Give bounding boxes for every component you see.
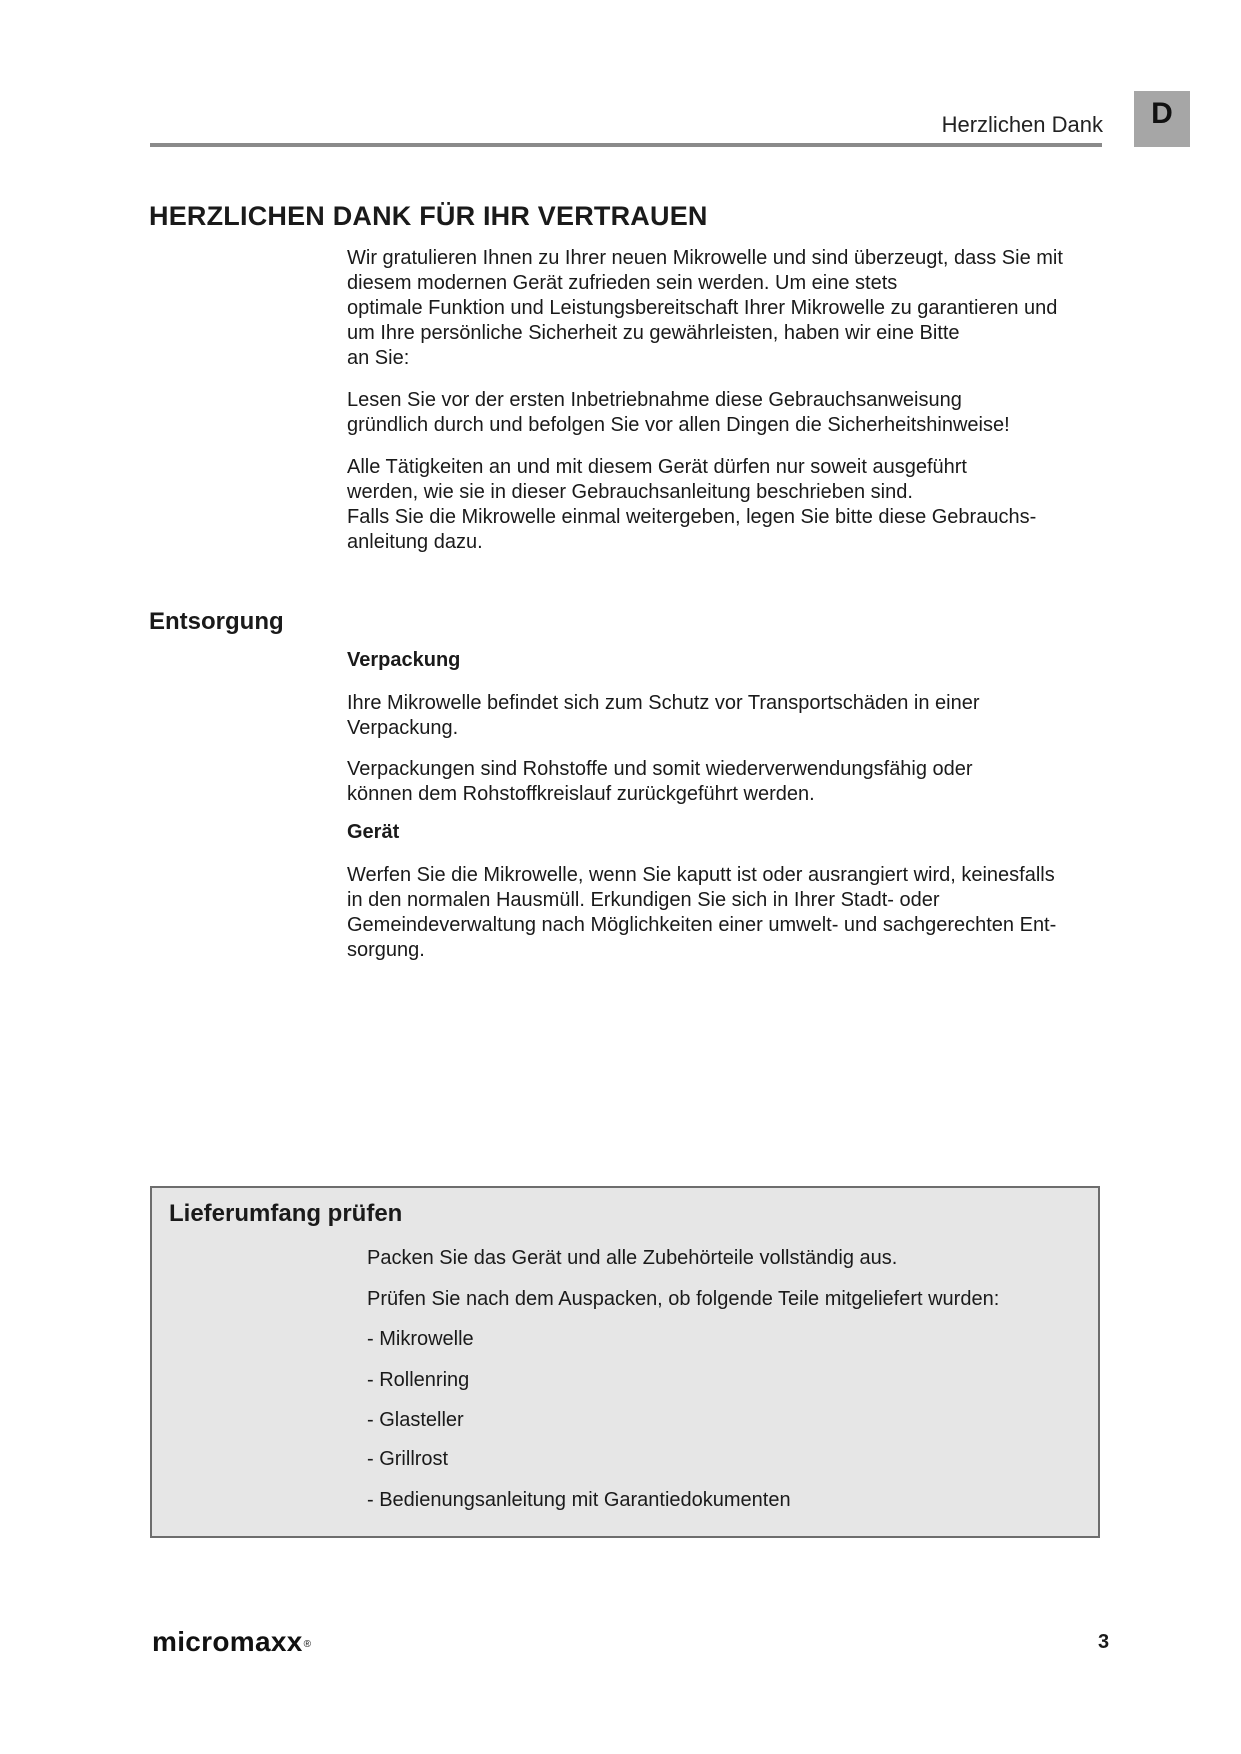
registered-mark: ® — [303, 1639, 312, 1650]
packaging-subheading: Verpackung — [347, 649, 461, 671]
header-title: Herzlichen Dank — [941, 112, 1103, 137]
delivery-list-item: - Grillrost — [367, 1448, 449, 1470]
brand-logo — [152, 1626, 311, 1661]
brand-name: micromaxx — [152, 1626, 303, 1657]
delivery-check-title: Lieferumfang prüfen — [169, 1200, 403, 1227]
intro-text-3: Alle Tätigkeiten an und mit diesem Gerät dürfen nur soweit ausgeführt werden, wie sie in dieser Gebrauchsanleitung beschrieben sind. Falls Sie die Mikrowelle einmal weitergeben, legen Sie bitte diese Gebrauchs- anleitung dazu. — [347, 456, 1037, 553]
device-paragraph — [347, 863, 1107, 963]
device-subheading: Gerät — [347, 821, 400, 843]
delivery-check-box — [150, 1186, 1100, 1538]
packaging-text-2: Verpackungen sind Rohstoffe und somit wiederverwendungsfähig oder können dem Rohstoffkreislauf zurückgeführt werden. — [347, 758, 973, 805]
delivery-list-item: - Mikrowelle — [367, 1328, 474, 1350]
device-text: Werfen Sie die Mikrowelle, wenn Sie kaputt ist oder ausrangiert wird, keinesfalls in den normalen Hausmüll. Erkundigen Sie sich in Ihrer Stadt- oder Gemeindeverwaltung nach Möglichkeiten einer umwelt- und sachgerechten Ent- sorgung. — [347, 864, 1057, 961]
packaging-text-1: Ihre Mikrowelle befindet sich zum Schutz vor Transportschäden in einer Verpackung. — [347, 692, 980, 739]
intro-paragraph-2 — [347, 388, 1107, 438]
page-title: HERZLICHEN DANK FÜR IHR VERTRAUEN — [149, 201, 708, 231]
disposal-heading: Entsorgung — [149, 608, 284, 635]
delivery-list-item: - Glasteller — [367, 1409, 464, 1431]
packaging-paragraph-2 — [347, 757, 1107, 807]
intro-text-1: Wir gratulieren Ihnen zu Ihrer neuen Mikrowelle und sind überzeugt, dass Sie mit diesem modernen Gerät zufrieden sein werden. Um eine stets optimale Funktion und Leistungsbereitschaft Ihrer Mikrowelle zu garantieren und um Ihre persönliche Sicherheit zu gewährleisten, haben wir eine Bitte an Sie: — [347, 247, 1063, 369]
header-divider — [150, 143, 1102, 147]
delivery-list-item: - Bedienungsanleitung mit Garantiedokumenten — [367, 1489, 791, 1511]
language-badge: D — [1134, 91, 1190, 147]
intro-paragraph-3 — [347, 455, 1107, 555]
intro-text-2: Lesen Sie vor der ersten Inbetriebnahme diese Gebrauchsanweisung gründlich durch und befolgen Sie vor allen Dingen die Sicherheitshinweise! — [347, 389, 1010, 436]
delivery-instruction-2: Prüfen Sie nach dem Auspacken, ob folgende Teile mitgeliefert wurden: — [367, 1288, 1000, 1310]
delivery-list-item: - Rollenring — [367, 1369, 470, 1391]
delivery-instruction-1: Packen Sie das Gerät und alle Zubehörteile vollständig aus. — [367, 1247, 898, 1269]
intro-paragraph-1 — [347, 246, 1107, 371]
packaging-paragraph-1 — [347, 691, 1107, 741]
page-number: 3 — [1098, 1631, 1110, 1653]
